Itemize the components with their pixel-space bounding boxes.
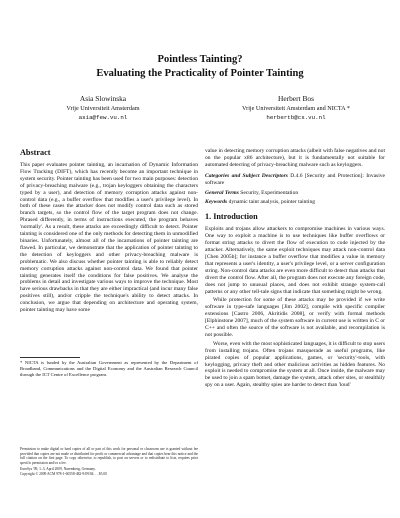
paper-title-line2: Evaluating the Practicality of Pointer Tainting: [96, 68, 304, 79]
permission-text: Permission to make digital or hard copies of all or part of this work for personal or classroom use is granted without fee provided that copies are not made or distributed for profit or commercial advantage and that copies bear this notice and the full citation on the first page. To copy otherwise, to republish, to post on servers or to redistribute to lists, requires prior specific permission and/or a fee.: [20, 447, 198, 466]
abstract-heading: Abstract: [20, 148, 51, 157]
permission-notice: [20, 447, 198, 476]
footnote: * NICTA is funded by the Australian Government as represented by the Department of Broadband, Communications and the Digital Economy and the Australian Research Council through the ICT Centre of Excellence program.: [20, 360, 198, 377]
general-terms-line: [205, 190, 385, 197]
categories-value: D.4.6 [Security and Protection]: Invasive software: [205, 172, 385, 186]
author-email: asia@few.vu.nl: [78, 114, 128, 121]
right-column: [205, 148, 385, 391]
intro-para-3: Worse, even with the most sophisticated languages, it is difficult to stop users from installing trojans. Often trojans masquerade as useful programs, like pirated copies of popular applications, games, or 'security'-tools, with keylogging, privacy theft and other malicious activities as hidden features. No exploit is needed to compromise the system at all. Once inside, the malware may be used to join a spam botnet, damage the system, attack other sites, or stealthily spy on a user. Again, stealthy spies are harder to detect than 'loud': [205, 340, 385, 389]
author-affiliation: Vrije Universiteit Amsterdam and NICTA *: [242, 105, 350, 112]
author-name: Asia Slowinska: [79, 94, 127, 103]
intro-para-2: While protection for some of these attacks may be provided if we write software in type-safe languages [Jim 2002], compile with specific compiler extensions [Castro 2006, Akritidis 2008], or verify with formal methods [Elphinstone 2007], much of the system software in current use is written in C or C++ and often the source of the software is not available, and recompilation is not possible.: [205, 297, 385, 338]
author-affiliation: Vrije Universiteit Amsterdam: [66, 105, 140, 112]
left-column: [20, 148, 198, 316]
intro-para-1: Exploits and trojans allow attackers to compromise machines in various ways. One way to exploit a machine is to use techniques like buffer overflows or format string attacks to divert the flow of execution to code injected by the attacker. Alternatively, the same exploit techniques may attack non-control data [Chen 2005b]; for instance a buffer overflow that modifies a value in memory that represents a user's identity, a user's privilege level, or a server configuration string. Non-control data attacks are even more difficult to detect than attacks that divert the control flow. After all, the program does not execute any foreign code, does not jump to unusual places, and does not exhibit strange system-call patterns or any other tell-tale signs that indicate that something might be wrong.: [205, 226, 385, 295]
author-block-1: [8, 93, 198, 122]
author-block-2: [201, 93, 391, 122]
author-email: herbertb@cs.vu.nl: [266, 114, 326, 121]
keywords-value: dynamic taint analysis, pointer tainting: [228, 199, 316, 206]
abstract-continued: value in detecting memory corruption attacks (albeit with false negatives and not on the popular x86 architecture), but it is fundamentally not suitable for automated detecting of privacy-breaching malware such as keyloggers.: [205, 148, 385, 168]
keywords-line: [205, 199, 385, 206]
abstract-text: This paper evaluates pointer tainting, an incarnation of Dynamic Information Flow Tracking (DIFT), which has recently become an important technique in system security. Pointer tainting has been used for two main purposes: detection of privacy-breaching malware (e.g., trojan keyloggers obtaining the characters typed by a user), and detection of memory corruption attacks against non-control data (e.g., a buffer overflow that modifies a user's privilege level). In both of these cases the attacker does not modify control data such as stored branch targets, so the control flow of the target program does not change. Phrased differently, in terms of instructions executed, the program behaves 'normally'. As a result, these attacks are exceedingly difficult to detect. Pointer tainting is considered one of the only methods for detecting them in unmodified binaries. Unfortunately, almost all of the incarnations of pointer tainting are flawed. In particular, we demonstrate that the application of pointer tainting to the detection of keyloggers and other privacy-breaching malware is problematic. We also discuss whether pointer tainting is able to reliably detect memory corruption attacks against non-control data. We found that pointer tainting generates itself the conditions for false positives. We analyse the problems in detail and investigate various ways to improve the technique. Most have serious drawbacks in that they are either impractical (and incur many false positives still), and/or cripple the technique's ability to detect attacks. In conclusion, we argue that depending on architecture and operating system, pointer tainting may have some: [20, 162, 198, 314]
keywords-label: Keywords: [205, 199, 228, 206]
general-terms-value: Security, Experimentation: [240, 189, 299, 196]
copyright-line: Copyright © 2009 ACM 978-1-60558-482-9/09/04. . . $5.00: [20, 471, 107, 476]
categories-line: [205, 173, 385, 187]
paper-title-line1: Pointless Tainting?: [157, 54, 243, 65]
categories-label: Categories and Subject Descriptors: [205, 172, 288, 179]
venue-line: EuroSys '09, 1–3, April 2009, Nuremberg, Germany.: [20, 466, 96, 471]
introduction-heading: 1. Introduction: [205, 212, 258, 222]
footnote-rule: [20, 357, 80, 358]
general-terms-label: General Terms: [205, 189, 239, 196]
author-name: Herbert Bos: [278, 94, 314, 103]
